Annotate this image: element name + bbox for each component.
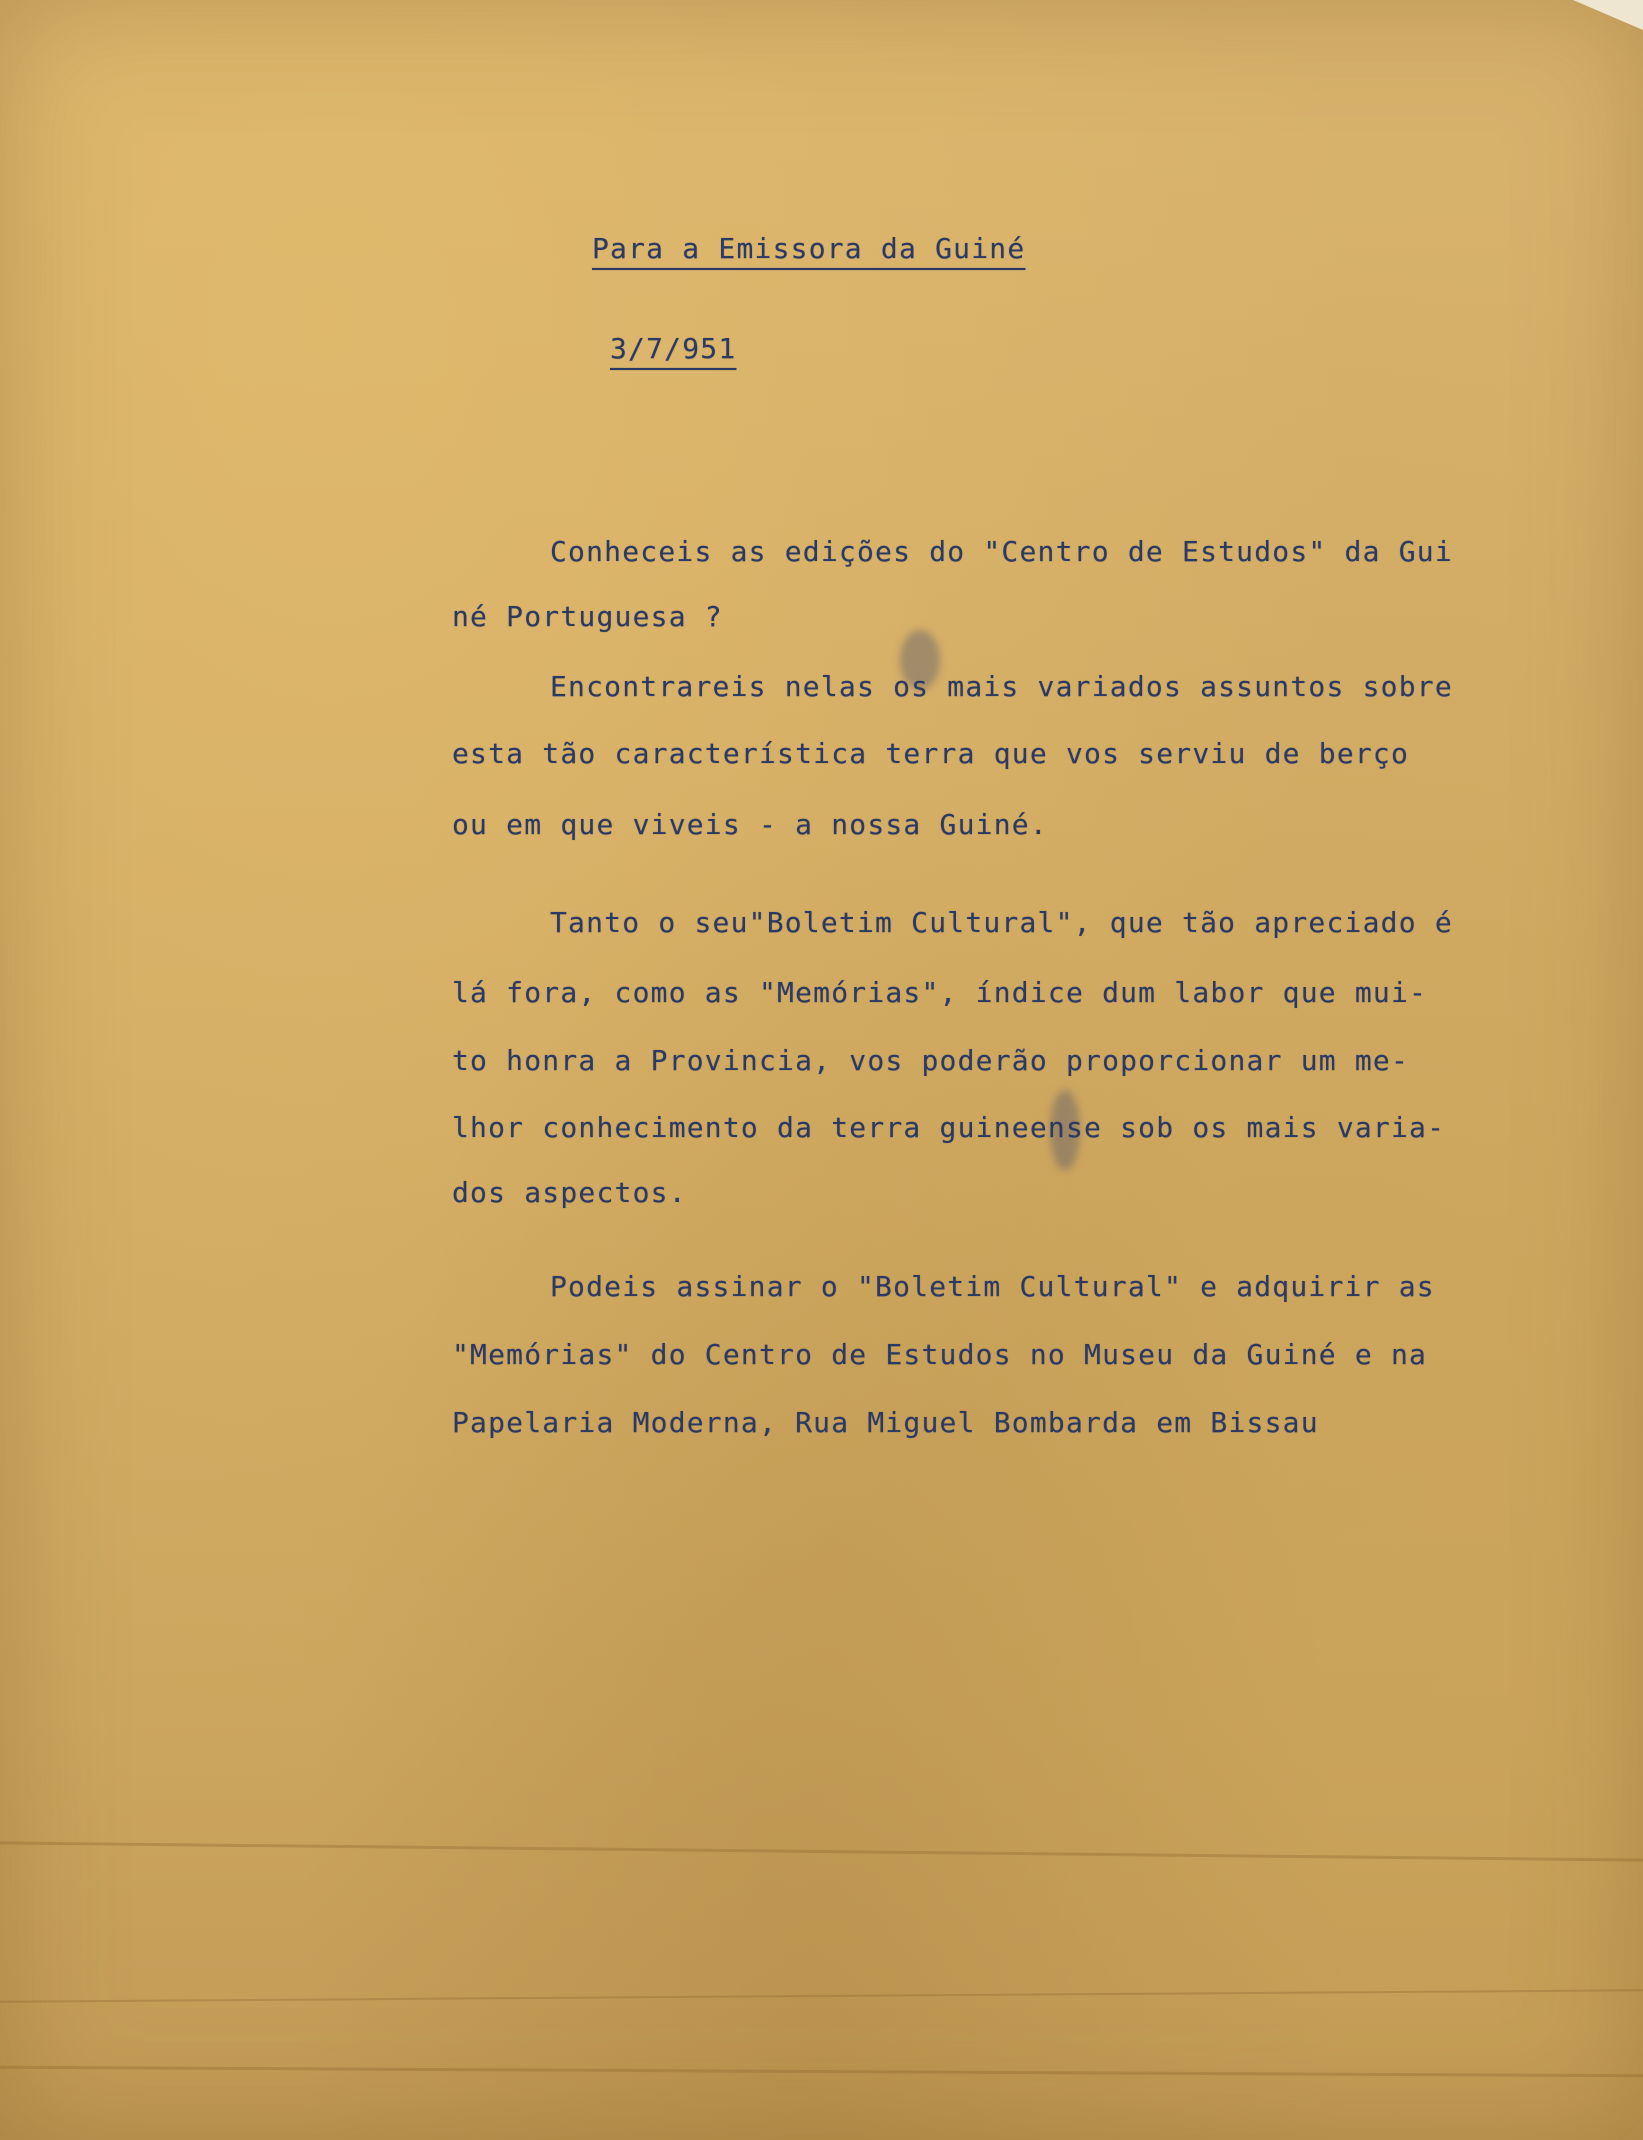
- text-line: "Memórias" do Centro de Estudos no Museu da Guiné e na: [452, 1338, 1428, 1371]
- text-line: Conheceis as edições do "Centro de Estudos" da Gui: [550, 535, 1453, 568]
- text-line: lhor conhecimento da terra guineense sob os mais varia-: [452, 1111, 1446, 1144]
- text-line: Tanto o seu"Boletim Cultural", que tão apreciado é: [550, 906, 1453, 939]
- paper-crease: [0, 1841, 1643, 1861]
- torn-corner: [1573, 0, 1643, 30]
- text-line: esta tão característica terra que vos serviu de berço: [452, 737, 1410, 770]
- text-line: Encontrareis nelas os mais variados assuntos sobre: [550, 670, 1453, 703]
- text-line: ou em que viveis - a nossa Guiné.: [452, 808, 1048, 841]
- document-date: 3/7/951: [610, 332, 737, 365]
- text-line: lá fora, como as "Memórias", índice dum labor que mui-: [452, 976, 1428, 1009]
- text-line: Papelaria Moderna, Rua Miguel Bombarda em Bissau: [452, 1406, 1319, 1439]
- text-line: to honra a Provincia, vos poderão proporcionar um me-: [452, 1044, 1410, 1077]
- text-line: Podeis assinar o "Boletim Cultural" e adquirir as: [550, 1270, 1435, 1303]
- paper-crease: [0, 2066, 1643, 2078]
- document-title: Para a Emissora da Guiné: [592, 232, 1026, 265]
- paper-crease: [0, 1989, 1643, 2002]
- text-line: dos aspectos.: [452, 1176, 687, 1209]
- text-line: né Portuguesa ?: [452, 600, 723, 633]
